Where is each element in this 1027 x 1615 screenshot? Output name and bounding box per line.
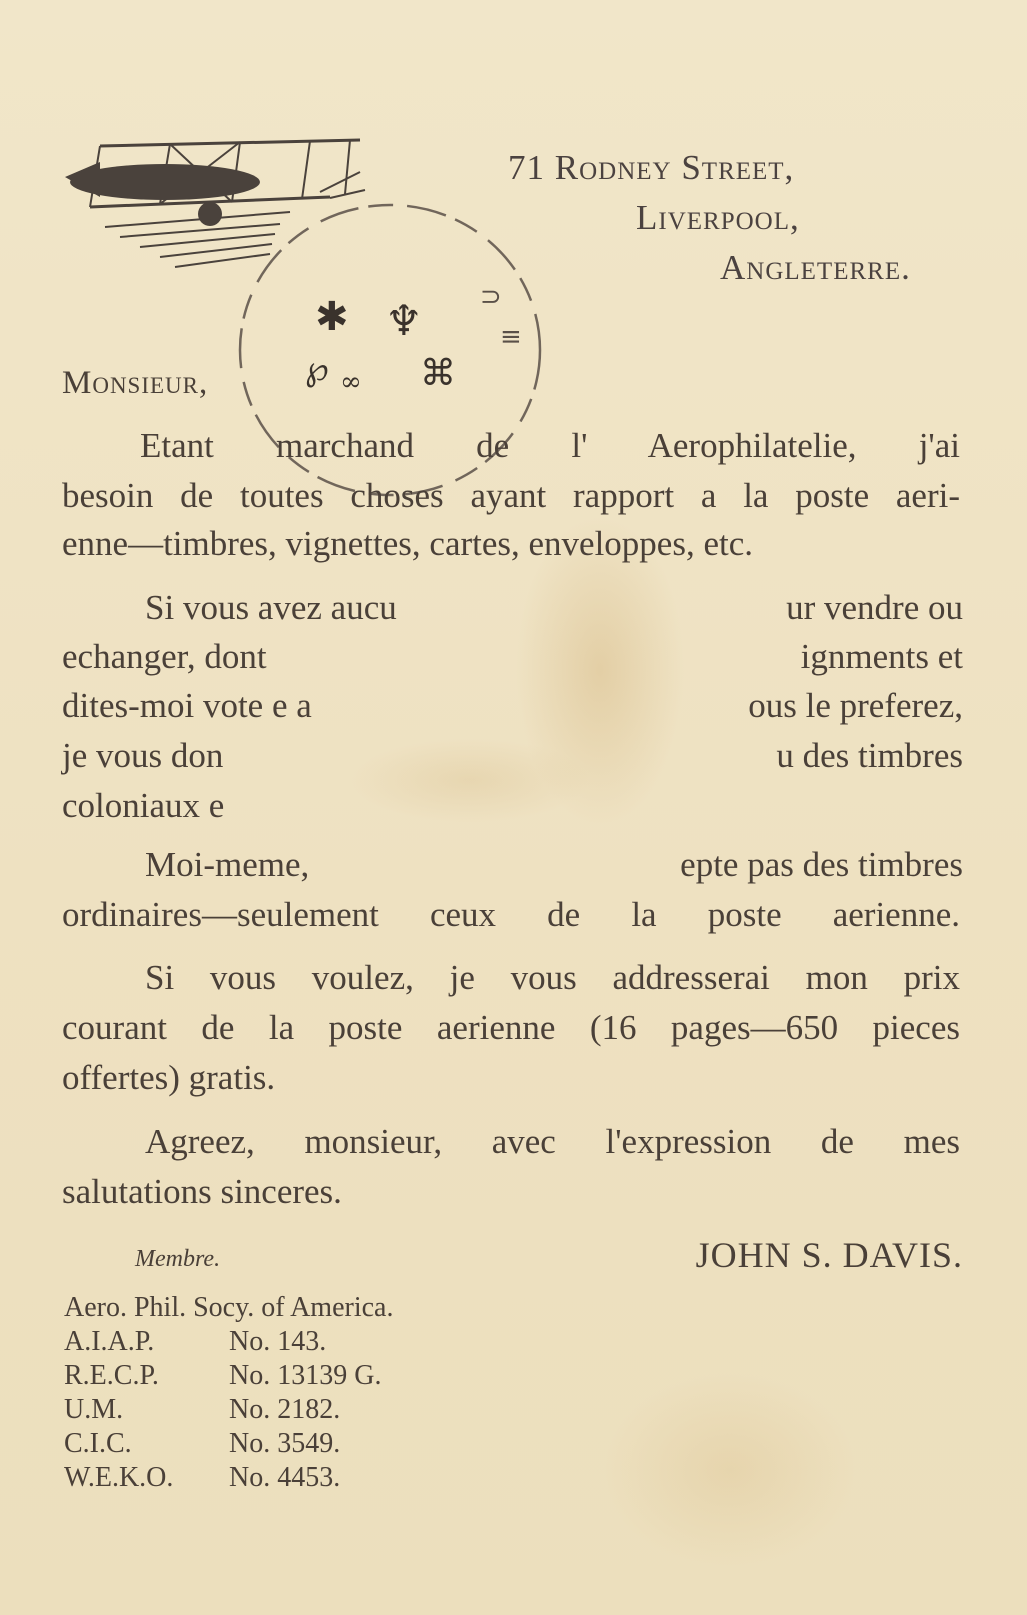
svg-text:✱: ✱ xyxy=(315,294,349,340)
membership-row xyxy=(64,1462,340,1494)
paragraph-1-line-2: besoin de toutes choses ayant rapport a la poste aeri- xyxy=(62,476,960,515)
membership-row xyxy=(64,1360,381,1392)
svg-text:∞: ∞ xyxy=(340,367,362,397)
membership-number: No. 3549. xyxy=(229,1428,341,1459)
svg-text:℘: ℘ xyxy=(305,349,329,389)
svg-text:≡: ≡ xyxy=(500,322,522,352)
paragraph-5-line-1: Agreez, monsieur, avec l'expression de mes xyxy=(145,1122,960,1161)
paragraph-5-line-2: salutations sinceres. xyxy=(62,1172,342,1211)
membership-number: No. 13139 G. xyxy=(229,1360,382,1391)
membership-row xyxy=(64,1428,340,1460)
paragraph-2-line-2-right: ignments et xyxy=(800,637,963,676)
membership-row xyxy=(64,1394,340,1426)
paragraph-2-line-5-left: coloniaux e xyxy=(62,786,225,825)
signature: JOHN S. DAVIS. xyxy=(695,1235,963,1275)
paragraph-4-line-1: Si vous voulez, je vous addresserai mon prix xyxy=(145,958,960,997)
svg-text:⊃: ⊃ xyxy=(480,282,502,312)
paragraph-2-line-3-left: dites-moi vote e a xyxy=(62,686,312,725)
membership-number: No. 4453. xyxy=(229,1462,341,1493)
paragraph-2-line-1-left: Si vous avez aucu xyxy=(145,588,397,627)
address-line-city: Liverpool, xyxy=(636,198,800,237)
membership-code: R.E.C.P. xyxy=(64,1360,159,1391)
paragraph-2-line-4-right: u des timbres xyxy=(776,736,963,775)
address-line-country: Angleterre. xyxy=(720,248,911,287)
membership-code: A.I.A.P. xyxy=(64,1326,155,1357)
salutation: Monsieur, xyxy=(62,365,209,401)
membership-code: U.M. xyxy=(64,1394,124,1425)
membership-number: No. 2182. xyxy=(229,1394,341,1425)
membre-label: Membre. xyxy=(135,1246,221,1272)
membership-number: No. 143. xyxy=(229,1326,327,1357)
address-line-street: 71 Rodney Street, xyxy=(508,148,795,187)
paragraph-3-line-1-left: Moi-meme, xyxy=(145,845,310,884)
membership-code: C.I.C. xyxy=(64,1428,132,1459)
paragraph-2-line-1-right: ur vendre ou xyxy=(786,588,963,627)
paragraph-1-line-3: enne—timbres, vignettes, cartes, enveloppes, etc. xyxy=(62,524,754,563)
paragraph-2-line-4-left: je vous don xyxy=(62,736,224,775)
paragraph-2-line-2-left: echanger, dont xyxy=(62,637,267,676)
svg-text:⌘: ⌘ xyxy=(420,353,456,394)
svg-text:♆: ♆ xyxy=(385,296,423,345)
paragraph-4-line-2: courant de la poste aerienne (16 pages—650 pieces xyxy=(62,1008,960,1047)
membership-row xyxy=(64,1326,326,1358)
paragraph-4-line-3: offertes) gratis. xyxy=(62,1058,276,1097)
paragraph-3-line-1-right: epte pas des timbres xyxy=(680,845,963,884)
membership-code: W.E.K.O. xyxy=(64,1462,174,1493)
paragraph-3-line-2: ordinaires—seulement ceux de la poste aerienne. xyxy=(62,895,960,934)
society-name: Aero. Phil. Socy. of America. xyxy=(64,1292,394,1323)
paragraph-2-line-3-right: ous le preferez, xyxy=(748,686,963,725)
paragraph-1-line-1: Etant marchand de l' Aerophilatelie, j'ai xyxy=(140,426,960,465)
